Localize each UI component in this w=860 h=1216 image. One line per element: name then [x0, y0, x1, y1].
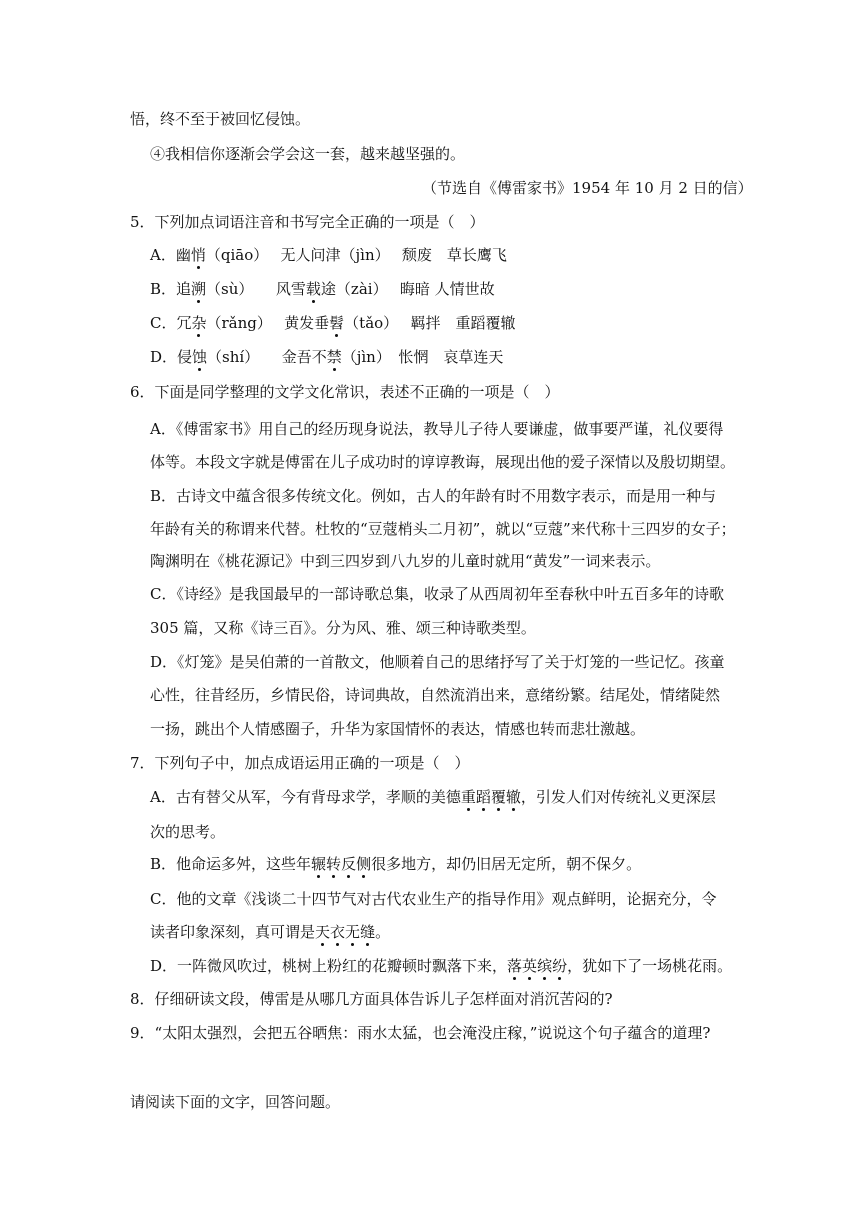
dotted-char: 载	[305, 280, 321, 298]
dotted-char: 缤	[537, 957, 553, 975]
question-5-stem: 5．下列加点词语注音和书写完全正确的一项是（ ）	[130, 213, 485, 231]
source-citation: （节选自《傅雷家书》1954 年 10 月 2 日的信）	[422, 179, 753, 197]
dotted-char: 缝	[360, 923, 376, 941]
dotted-char: 重	[460, 788, 476, 806]
question-6-stem: 6．下面是同学整理的文学文化常识，表述不正确的一项是（ ）	[130, 383, 560, 401]
option-text: A．古有替父从军，今有背母求学，孝顺的美德	[150, 788, 461, 806]
dotted-char: 无	[345, 923, 361, 941]
question-9: 9．“太阳太强烈，会把五谷晒焦：雨水太猛，也会淹没庄稼，”说说这个句子蕴含的道理?	[130, 1024, 711, 1042]
option-text: ，犹如下了一场桃花雨。	[567, 957, 733, 975]
question-6-option-d-line3: 一扬，跳出个人情感圈子，升华为家国情怀的表达，情感也转而悲壮激越。	[150, 720, 646, 738]
question-7-option-a-line1	[150, 786, 716, 808]
dotted-char: 衣	[330, 923, 346, 941]
option-text: C．冗	[150, 314, 192, 332]
question-6-option-b-line1: B．古诗文中蕴含很多传统文化。例如，古人的年龄有时不用数字表示，而是用一种与	[150, 487, 717, 505]
question-6-option-c-line1: C．《诗经》是我国最早的一部诗歌总集，收录了从西周初年至春秋中叶五百多年的诗歌	[150, 585, 724, 603]
question-5-option-c	[150, 312, 515, 334]
question-8: 8．仔细研读文段，傅雷是从哪几方面具体告诉儿子怎样面对消沉苦闷的?	[130, 990, 613, 1008]
dotted-char: 禁	[326, 348, 342, 366]
option-text: （sù） 风雪	[206, 280, 306, 298]
dotted-idiom	[507, 957, 567, 975]
option-text: B．追	[150, 280, 192, 298]
dotted-char: 髫	[329, 314, 345, 332]
option-text: 。	[375, 923, 391, 941]
dotted-char: 辗	[311, 855, 327, 873]
question-6-option-b-line2: 年龄有关的称谓来代替。杜牧的“豆蔻梢头二月初”，就以“豆蔻”来代称十三四岁的女子；	[150, 520, 736, 538]
option-text: 途（zài） 晦暗 人情世故	[320, 280, 495, 298]
dotted-char: 悄	[190, 246, 206, 264]
dotted-char: 纷	[552, 957, 568, 975]
question-6-option-b-line3: 陶渊明在《桃花源记》中到三四岁到八九岁的儿童时就用“黄发”一词来表示。	[150, 552, 661, 570]
question-7-option-a-line2: 次的思考。	[150, 823, 226, 841]
dotted-char: 英	[522, 957, 538, 975]
dotted-idiom	[461, 788, 521, 806]
question-5-option-d	[150, 346, 503, 368]
dotted-idiom	[315, 923, 375, 941]
question-6-option-d-line1: D．《灯笼》是吴伯萧的一首散文，他顺着自己的思绪抒写了关于灯笼的一些记忆。孩童	[150, 653, 725, 671]
option-text: （rǎng） 黄发垂	[206, 314, 330, 332]
question-5-option-b	[150, 278, 495, 300]
question-7-option-c-line2	[150, 921, 390, 943]
dotted-char: 反	[341, 855, 357, 873]
option-text: A．幽	[150, 246, 191, 264]
dotted-char: 侧	[356, 855, 372, 873]
question-5-option-a	[150, 244, 507, 266]
option-text: （jìn） 怅惘 哀草连天	[341, 348, 504, 366]
option-text: D．侵	[150, 348, 193, 366]
paragraph-continuation: 悟，终不至于被回忆侵蚀。	[130, 110, 311, 128]
question-6-option-a-line1: A．《傅雷家书》用自己的经历现身说法，教导儿子待人要谦虚，做事要严谨，礼仪要得	[150, 420, 724, 438]
dotted-char: 覆	[490, 788, 506, 806]
option-text: 很多地方，却仍旧居无定所，朝不保夕。	[371, 855, 642, 873]
dotted-char: 蚀	[192, 348, 208, 366]
dotted-char: 转	[326, 855, 342, 873]
question-7-option-d	[150, 955, 732, 977]
next-section-instruction: 请阅读下面的文字，回答问题。	[130, 1093, 341, 1111]
option-text: D．一阵微风吹过，桃树上粉红的花瓣顿时飘落下来，	[150, 957, 508, 975]
dotted-char: 天	[315, 923, 331, 941]
question-6-option-c-line2: 305 篇，又称《诗三百》。分为风、雅、颂三种诗歌类型。	[150, 619, 536, 637]
question-6-option-a-line2: 体等。本段文字就是傅雷在儿子成功时的谆谆教诲，展现出他的爱子深情以及殷切期望。	[150, 453, 736, 471]
dotted-char: 杂	[191, 314, 207, 332]
option-text: ，引发人们对传统礼义更深层	[520, 788, 716, 806]
option-text: （shí） 金吾不	[207, 348, 327, 366]
question-7-option-c-line1: C．他的文章《浅谈二十四节气对古代农业生产的指导作用》观点鲜明，论据充分，令	[150, 890, 717, 908]
option-text: （qiāo） 无人问津（jìn） 颓废 草长鹰飞	[205, 246, 507, 264]
dotted-char: 落	[507, 957, 523, 975]
option-text: 读者印象深刻，真可谓是	[150, 923, 316, 941]
option-text: B．他命运多舛，这些年	[150, 855, 312, 873]
dotted-char: 溯	[191, 280, 207, 298]
question-6-option-d-line2: 心性，往昔经历，乡情民俗，诗词典故，自然流消出来，意绪纷繁。结尾处，情绪陡然	[150, 686, 721, 704]
dotted-idiom	[311, 855, 371, 873]
question-7-option-b	[150, 853, 641, 875]
dotted-char: 辙	[505, 788, 521, 806]
option-text: （tǎo） 羁拌 重蹈覆辙	[344, 314, 516, 332]
paragraph-4: ④我相信你逐渐会学会这一套，越来越坚强的。	[150, 145, 466, 163]
dotted-char: 蹈	[475, 788, 491, 806]
question-7-stem: 7．下列句子中，加点成语运用正确的一项是（ ）	[130, 754, 470, 772]
